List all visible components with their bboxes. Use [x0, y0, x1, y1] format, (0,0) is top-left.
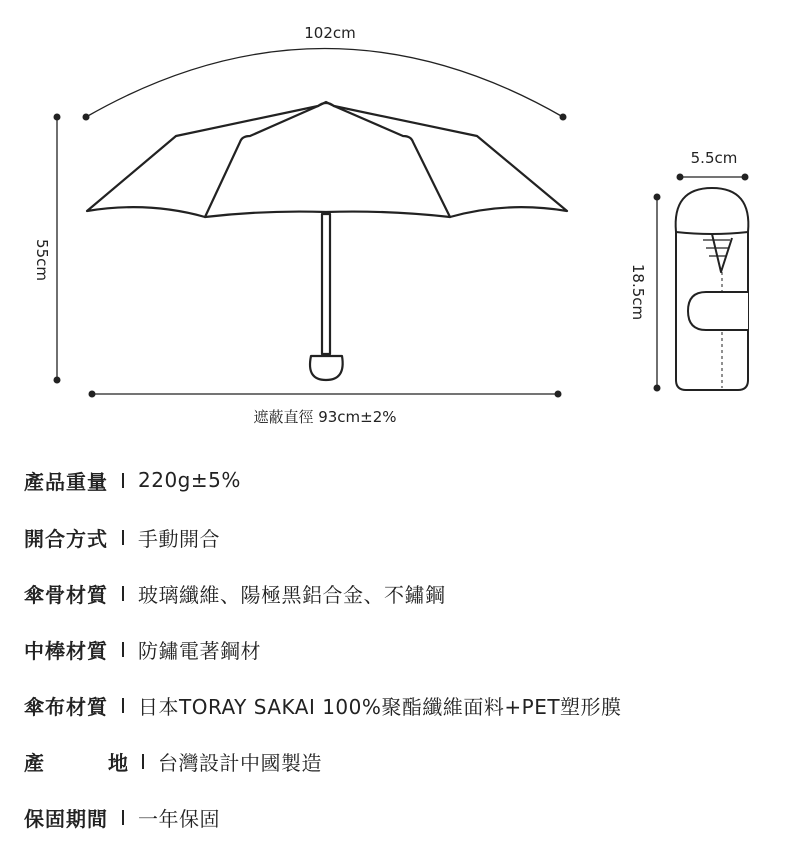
spec-row-frame-material — [24, 575, 446, 611]
spec-row-origin — [24, 743, 322, 779]
open-umbrella-illustration — [87, 102, 567, 380]
separator — [122, 810, 124, 825]
spec-label: 產品重量 — [24, 469, 108, 494]
separator — [122, 642, 124, 657]
spec-row-weight — [24, 462, 241, 498]
spec-value: 一年保固 — [138, 806, 220, 831]
folded-width-label: 5.5cm — [690, 149, 738, 167]
folded-length-dimension — [629, 194, 661, 392]
spec-value: 日本TORAY SAKAI 100%聚酯纖維面料+PET塑形膜 — [138, 694, 622, 719]
open-width-label: 102cm — [304, 24, 356, 42]
separator — [122, 530, 124, 545]
diameter-label: 遮蔽直徑 93cm±2% — [253, 408, 397, 426]
spec-value: 手動開合 — [138, 526, 220, 551]
height-dimension — [33, 114, 61, 384]
spec-label-part: 地 — [108, 750, 128, 775]
spec-label-part: 產 — [24, 750, 44, 775]
spec-value: 220g±5% — [138, 468, 241, 492]
spec-label: 傘骨材質 — [24, 582, 108, 607]
folded-width-dimension — [677, 149, 749, 181]
spec-value: 台灣設計中國製造 — [158, 750, 322, 775]
width-dimension — [83, 24, 567, 121]
diameter-dimension — [89, 391, 562, 427]
separator — [142, 754, 144, 769]
separator — [122, 698, 124, 713]
spec-label: 傘布材質 — [24, 694, 108, 719]
spec-value: 玻璃纖維、陽極黑鋁合金、不鏽鋼 — [138, 582, 446, 607]
spec-label: 保固期間 — [24, 806, 108, 831]
spec-row-shaft-material — [24, 631, 261, 667]
folded-length-label: 18.5cm — [629, 263, 647, 321]
separator — [122, 473, 124, 488]
spec-row-warranty — [24, 799, 220, 835]
spec-value: 防鏽電著鋼材 — [138, 638, 261, 663]
open-height-label: 55cm — [33, 239, 51, 281]
spec-row-canopy-material — [24, 687, 622, 723]
spec-label: 開合方式 — [24, 526, 108, 551]
folded-umbrella-illustration — [676, 188, 749, 390]
spec-row-opening — [24, 519, 220, 555]
spec-label — [24, 747, 128, 776]
spec-label: 中棒材質 — [24, 638, 108, 663]
separator — [122, 586, 124, 601]
